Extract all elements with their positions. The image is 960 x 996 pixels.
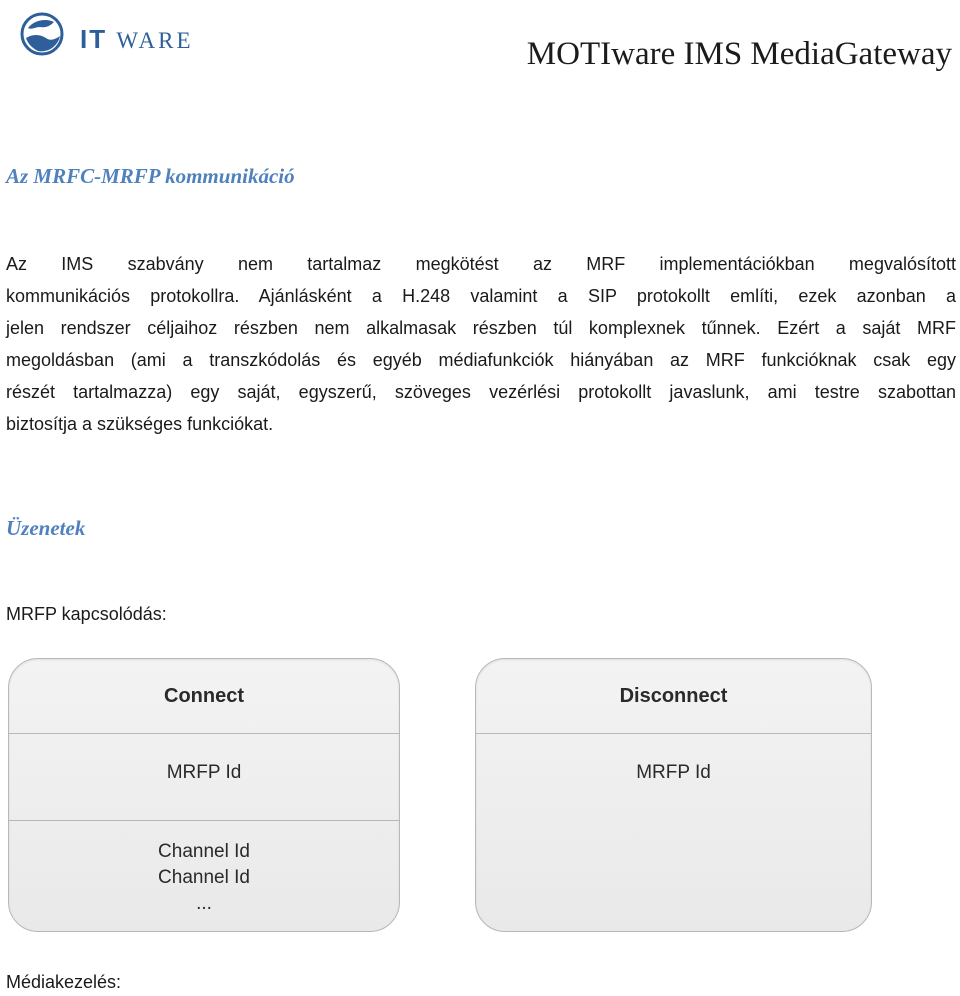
paragraph-line: kommunikációs protokollra. Ajánlásként a H.248 valamint a SIP protokollt említi, ezek azonban a bbox=[6, 286, 956, 306]
body-paragraph bbox=[6, 248, 956, 440]
connect-channel-id-2: Channel Id bbox=[158, 867, 250, 888]
paragraph-line: Az IMS szabvány nem tartalmaz megkötést az MRF implementációkban megvalósított bbox=[6, 254, 956, 274]
connect-message-box bbox=[8, 658, 400, 932]
logo-it: IT bbox=[80, 24, 108, 54]
company-logo bbox=[20, 10, 202, 58]
paragraph-line: megoldásban (ami a transzkódolás és egyéb médiafunkciók hiányában az MRF funkcióknak csak egy bbox=[6, 350, 956, 370]
connect-channel-id-1: Channel Id bbox=[158, 841, 250, 862]
paragraph-line: biztosítja a szükséges funkciókat. bbox=[6, 414, 274, 434]
logo-ware: WARE bbox=[116, 28, 194, 53]
connect-title: Connect bbox=[9, 659, 399, 734]
document-title: MOTIware IMS MediaGateway bbox=[526, 36, 952, 72]
section-heading-messages: Üzenetek bbox=[6, 516, 86, 540]
globe-icon bbox=[20, 10, 68, 58]
disconnect-title: Disconnect bbox=[476, 659, 871, 734]
connect-channel-ellipsis: ... bbox=[196, 893, 212, 914]
media-handling-label: Médiakezelés: bbox=[6, 972, 122, 992]
section-heading-mrfc-mrfp: Az MRFC-MRFP kommunikáció bbox=[6, 164, 295, 188]
mrfp-connection-label: MRFP kapcsolódás: bbox=[6, 604, 167, 624]
disconnect-mrfp-id-row bbox=[476, 734, 871, 820]
disconnect-message-box bbox=[475, 658, 872, 932]
connect-mrfp-id-row bbox=[9, 734, 399, 821]
disconnect-mrfp-id: MRFP Id bbox=[636, 762, 711, 783]
connect-mrfp-id: MRFP Id bbox=[166, 762, 242, 783]
paragraph-line: részét tartalmazza) egy saját, egyszerű, szöveges vezérlési protokollt javaslunk, ami testre szabottan bbox=[6, 382, 956, 402]
logo-wordmark bbox=[80, 24, 194, 55]
paragraph-line: jelen rendszer céljaihoz részben nem alkalmasak részben túl komplexnek tűnnek. Ezért a saját MRF bbox=[6, 318, 956, 338]
connect-channel-list bbox=[9, 821, 399, 917]
